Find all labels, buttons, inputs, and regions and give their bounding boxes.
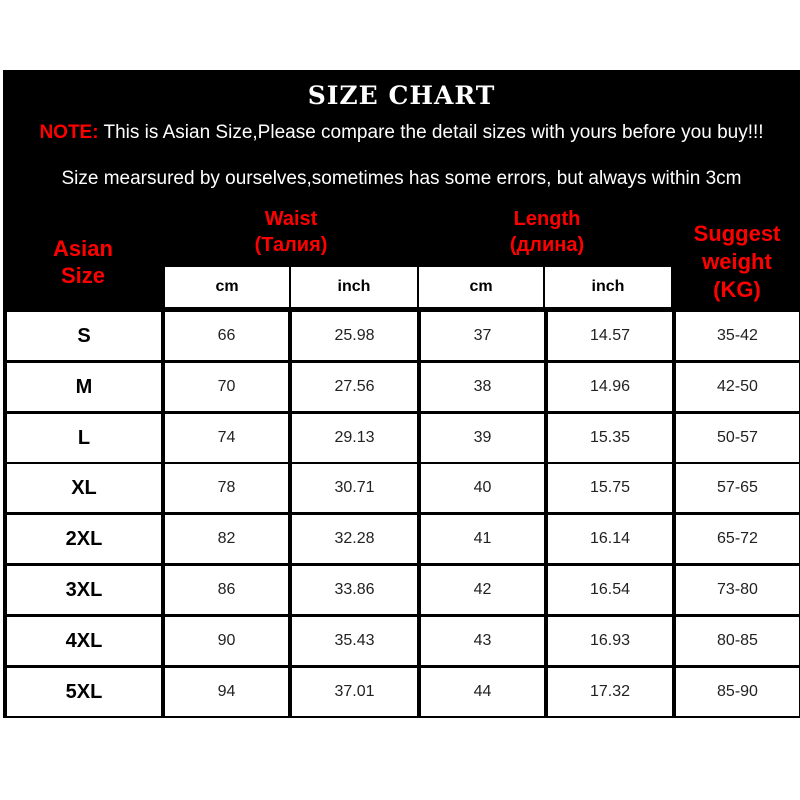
cell-waist-cm: 90 (165, 617, 288, 665)
cell-length-inch: 16.54 (548, 566, 672, 614)
cell-waist-inch: 29.13 (292, 414, 417, 462)
cell-waist-cm: 82 (165, 515, 288, 563)
cell-weight: 57-65 (676, 464, 799, 512)
cell-size: L (7, 414, 161, 462)
cell-length-cm: 38 (421, 363, 544, 411)
header-length-line: Length (513, 208, 581, 230)
cell-size: M (7, 363, 161, 411)
header-weight-line: Suggest (693, 221, 781, 246)
unit-waist-cm: cm (165, 267, 289, 307)
cell-size: S (7, 312, 161, 360)
table-row (7, 414, 799, 462)
table-row (7, 617, 799, 665)
cell-waist-cm: 70 (165, 363, 288, 411)
unit-waist-inch: inch (291, 267, 417, 307)
cell-waist-cm: 94 (165, 668, 288, 716)
cell-weight: 73-80 (676, 566, 799, 614)
unit-length-inch: inch (545, 267, 671, 307)
table-row (7, 515, 799, 563)
cell-length-cm: 43 (421, 617, 544, 665)
table-row (7, 312, 799, 360)
cell-size: XL (7, 464, 161, 512)
cell-weight: 85-90 (676, 668, 799, 716)
cell-waist-inch: 33.86 (292, 566, 417, 614)
cell-length-inch: 16.93 (548, 617, 672, 665)
header-length-line: (длина) (509, 234, 585, 256)
cell-waist-inch: 37.01 (292, 668, 417, 716)
unit-length-cm: cm (419, 267, 543, 307)
cell-length-inch: 15.35 (548, 414, 672, 462)
cell-length-inch: 14.96 (548, 363, 672, 411)
header-length (420, 202, 674, 262)
note-line (3, 118, 800, 148)
cell-length-cm: 44 (421, 668, 544, 716)
header-waist-line: (Талия) (254, 234, 328, 256)
cell-waist-cm: 86 (165, 566, 288, 614)
cell-waist-inch: 35.43 (292, 617, 417, 665)
cell-weight: 42-50 (676, 363, 799, 411)
header-weight-line: weight (702, 249, 772, 274)
cell-waist-inch: 25.98 (292, 312, 417, 360)
cell-size: 2XL (7, 515, 161, 563)
cell-waist-inch: 30.71 (292, 464, 417, 512)
note-text: This is Asian Size,Please compare the detail sizes with yours before you buy!!! (98, 122, 764, 143)
cell-length-inch: 16.14 (548, 515, 672, 563)
table-row (7, 363, 799, 411)
cell-size: 5XL (7, 668, 161, 716)
header-asian-size-line: Asian (53, 236, 113, 261)
note-label: NOTE: (39, 122, 99, 143)
cell-length-cm: 40 (421, 464, 544, 512)
cell-waist-cm: 74 (165, 414, 288, 462)
header-waist-line: Waist (264, 208, 318, 230)
table-row (7, 668, 799, 716)
cell-waist-cm: 78 (165, 464, 288, 512)
cell-weight: 65-72 (676, 515, 799, 563)
size-chart (3, 70, 800, 718)
cell-length-cm: 37 (421, 312, 544, 360)
cell-waist-inch: 27.56 (292, 363, 417, 411)
cell-weight: 50-57 (676, 414, 799, 462)
cell-length-inch: 17.32 (548, 668, 672, 716)
cell-length-cm: 42 (421, 566, 544, 614)
table-row (7, 464, 799, 512)
cell-weight: 80-85 (676, 617, 799, 665)
header-weight-line: (KG) (713, 277, 761, 302)
cell-size: 4XL (7, 617, 161, 665)
cell-length-inch: 14.57 (548, 312, 672, 360)
measurement-note: Size mearsured by ourselves,sometimes has some errors, but always within 3cm (61, 168, 742, 189)
header-asian-size (3, 212, 163, 312)
cell-waist-inch: 32.28 (292, 515, 417, 563)
cell-length-cm: 39 (421, 414, 544, 462)
cell-length-inch: 15.75 (548, 464, 672, 512)
cell-length-cm: 41 (421, 515, 544, 563)
header-waist (164, 202, 418, 262)
chart-title: SIZE CHART (307, 81, 496, 110)
table-row (7, 566, 799, 614)
cell-weight: 35-42 (676, 312, 799, 360)
cell-waist-cm: 66 (165, 312, 288, 360)
cell-size: 3XL (7, 566, 161, 614)
header-asian-size-line: Size (60, 263, 106, 288)
header-suggest-weight (674, 212, 800, 312)
